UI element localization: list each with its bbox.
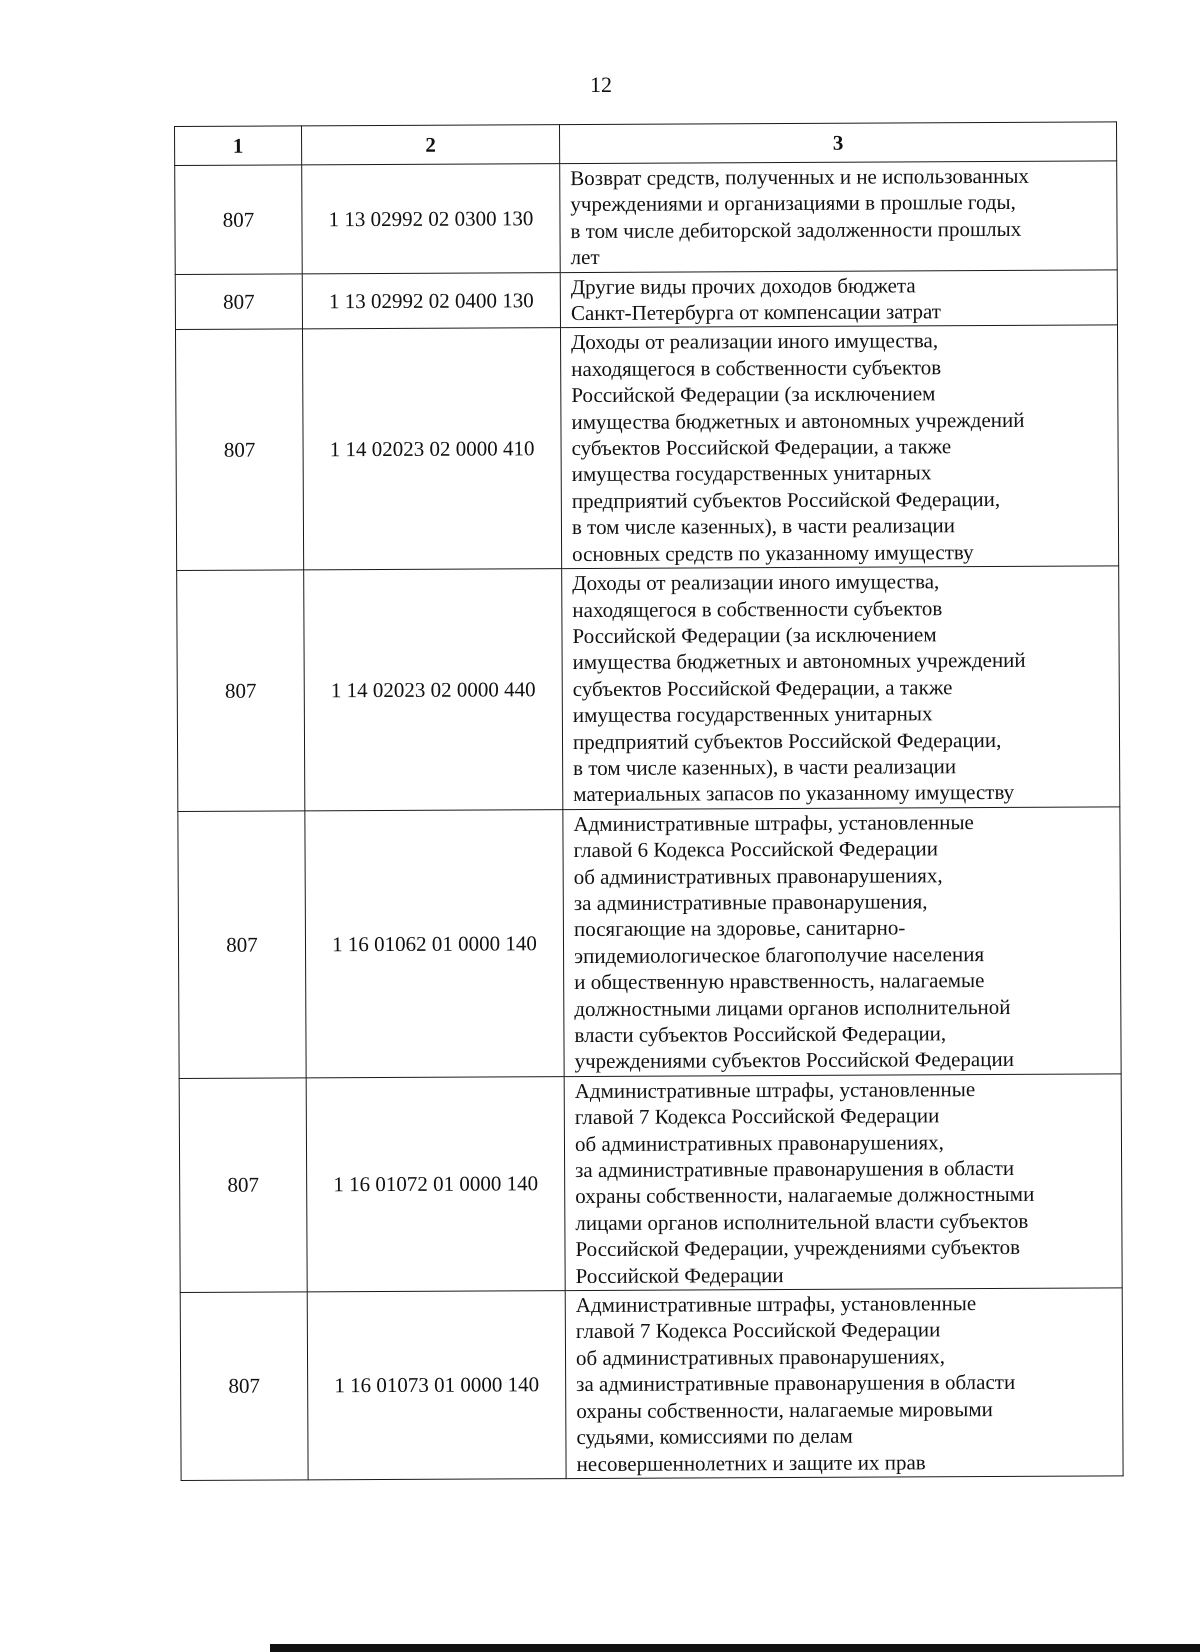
description-line: Административные штрафы, установленные: [575, 1291, 977, 1318]
scan-edge-bar: [270, 1644, 1200, 1652]
revenue-description-cell: [560, 325, 1118, 568]
budget-classification-code-cell: 1 16 01062 01 0000 140: [305, 809, 564, 1077]
description-line: предприятий субъектов Российской Федерации,: [572, 727, 1002, 754]
revenue-description-cell: [562, 566, 1120, 809]
budget-classification-code-cell: 1 16 01073 01 0000 140: [307, 1291, 566, 1480]
description-line: за административные правонарушения в области: [576, 1370, 1016, 1397]
description-line: несовершеннолетних и защите их прав: [576, 1449, 926, 1476]
description-line: Административные штрафы, установленные: [574, 1076, 976, 1103]
description-line: главой 7 Кодекса Российской Федерации: [574, 1103, 940, 1130]
description-line: в том числе казенных), в части реализации: [571, 513, 955, 540]
description-line: об административных правонарушениях,: [573, 862, 943, 889]
admin-code-cell: 807: [178, 811, 306, 1079]
description-line: за административные правонарушения в области: [575, 1155, 1015, 1183]
table-row: [175, 161, 1118, 274]
description-line: Российской Федерации (за исключением: [572, 622, 937, 648]
description-line: Административные штрафы, установленные: [573, 809, 974, 836]
description-line: Российской Федерации, учреждениями субъектов: [575, 1235, 1021, 1262]
description-line: Доходы от реализации иного имущества,: [572, 569, 940, 596]
admin-code-cell: 807: [175, 274, 302, 330]
description-line: лицами органов исполнительной власти субъектов: [575, 1208, 1029, 1235]
description-line: Санкт-Петербурга от компенсации затрат: [570, 299, 941, 326]
budget-classification-code-cell: 1 16 01072 01 0000 140: [306, 1076, 565, 1292]
description-line: имущества государственных унитарных: [572, 701, 933, 728]
description-line: Российской Федерации: [575, 1262, 784, 1288]
table-row: [175, 270, 1117, 330]
description-line: эпидемиологическое благополучие населения: [574, 941, 985, 968]
budget-classification-code-cell: 1 14 02023 02 0000 440: [304, 569, 563, 811]
header-column-2: 2: [302, 125, 560, 165]
revenue-codes-table: [174, 121, 1124, 1480]
budget-classification-code-cell: 1 13 02992 02 0300 130: [302, 164, 561, 274]
admin-code-cell: 807: [177, 570, 305, 811]
description-line: об административных правонарушениях,: [574, 1129, 944, 1156]
table-row: [175, 325, 1118, 570]
header-column-3: 3: [559, 122, 1116, 164]
description-line: Другие виды прочих доходов бюджета: [570, 273, 916, 299]
description-line: судьями, комиссиями по делам: [576, 1423, 853, 1450]
description-line: субъектов Российской Федерации, а также: [571, 434, 952, 461]
header-column-1: 1: [175, 126, 302, 166]
revenue-description-cell: [560, 270, 1117, 329]
table-row: [177, 566, 1120, 811]
table-header-row: [175, 122, 1117, 166]
revenue-description-cell: [563, 807, 1121, 1077]
description-line: посягающие на здоровье, санитарно-: [573, 915, 906, 942]
admin-code-cell: 807: [179, 1078, 307, 1293]
description-line: находящегося в собственности субъектов: [571, 355, 942, 381]
description-line: должностными лицами органов исполнительной: [574, 994, 1011, 1021]
description-line: находящегося в собственности субъектов: [572, 595, 943, 622]
description-line: власти субъектов Российской Федерации,: [574, 1021, 947, 1048]
description-line: учреждениями и организациями в прошлые годы,: [570, 190, 1016, 217]
description-line: имущества бюджетных и автономных учреждений: [572, 648, 1026, 675]
description-line: предприятий субъектов Российской Федерации,: [571, 486, 1001, 513]
description-line: имущества бюджетных и автономных учреждений: [571, 407, 1025, 434]
description-line: охраны собственности, налагаемые должностными: [575, 1182, 1035, 1209]
description-line: материальных запасов по указанному имуществу: [573, 780, 1015, 807]
description-line: основных средств по указанному имуществу: [572, 539, 974, 566]
page-number: 12: [590, 72, 612, 97]
description-line: охраны собственности, налагаемые мировыми: [576, 1396, 993, 1423]
description-line: за административные правонарушения,: [573, 889, 928, 916]
table-row: [179, 1074, 1122, 1293]
table-row: [178, 807, 1121, 1079]
description-line: Доходы от реализации иного имущества,: [571, 328, 939, 355]
description-line: Российской Федерации (за исключением: [571, 381, 936, 408]
table-body: [175, 161, 1123, 1480]
description-line: в том числе казенных), в части реализации: [573, 754, 957, 780]
description-line: лет: [570, 245, 600, 270]
description-line: и общественную нравственность, налагаемые: [574, 968, 985, 995]
budget-classification-code-cell: 1 13 02992 02 0400 130: [302, 272, 560, 329]
description-line: в том числе дебиторской задолженности прошлых: [570, 216, 1022, 243]
description-line: главой 7 Кодекса Российской Федерации: [575, 1317, 941, 1344]
description-line: Возврат средств, полученных и не использованных: [570, 163, 1029, 191]
table-row: [180, 1288, 1123, 1480]
description-line: главой 6 Кодекса Российской Федерации: [573, 836, 939, 863]
description-line: об административных правонарушениях,: [575, 1344, 945, 1370]
description-line: имущества государственных унитарных: [571, 460, 932, 487]
revenue-description-cell: [560, 161, 1118, 272]
admin-code-cell: 807: [175, 329, 303, 570]
revenue-description-cell: [565, 1288, 1123, 1479]
description-line: субъектов Российской Федерации, а также: [572, 674, 953, 701]
admin-code-cell: 807: [180, 1292, 308, 1480]
description-line: учреждениями субъектов Российской Федерации: [574, 1047, 1014, 1074]
revenue-description-cell: [564, 1074, 1122, 1291]
admin-code-cell: 807: [175, 165, 303, 274]
budget-classification-code-cell: 1 14 02023 02 0000 410: [302, 328, 561, 570]
